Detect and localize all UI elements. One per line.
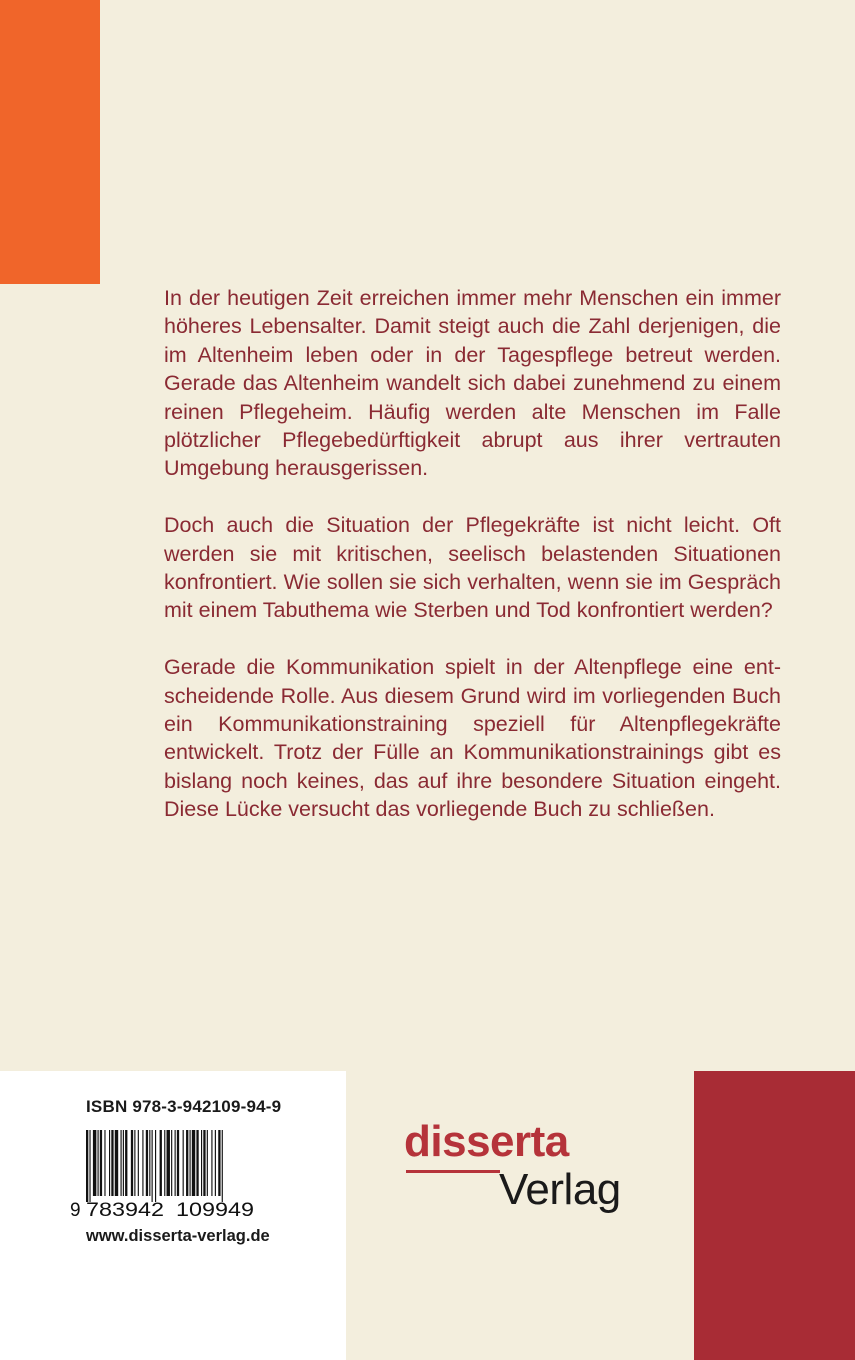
barcode-bar <box>111 1130 113 1196</box>
red-accent-block <box>694 1071 855 1360</box>
blurb-paragraph-1: In der heutigen Zeit erreichen immer mehr Menschen ein immer höheres Lebensalter. Damit steigt auch die Zahl derjenigen, die im Altenheim leben oder in der Tagespflege betreut werden. Gerade das Altenheim wandelt sich dabei zunehmend zu einem reinen Pflegeheim. Häufig werden alte Menschen im Falle plötzlicher Pflegebedürftigkeit abrupt aus ihrer vertrauten Umgebung herausgerissen. <box>164 286 781 481</box>
barcode-bar <box>186 1130 188 1196</box>
barcode-bar <box>142 1130 143 1196</box>
barcode-digits-group2: 109949 <box>176 1200 254 1220</box>
barcode-bar <box>152 1130 153 1202</box>
blurb-paragraph-3: Gerade die Kommunikation spielt in der Altenpflege eine entscheidende Rolle. Aus diesem Grund wird im vorliegenden Buch ein Kommunikationstraining speziell für Altenpflegekräfte entwickelt. Trotz der Fülle an Kommunikationstrainings gibt es bislang noch keines, das auf ihre besondere Situation eingeht. Diese Lücke versucht das vorliegende Buch zu schließen. <box>164 655 781 822</box>
barcode-bar <box>134 1130 135 1196</box>
barcode-bar <box>125 1130 127 1196</box>
barcode-bar <box>171 1130 172 1196</box>
publisher-logo <box>404 1118 644 1228</box>
barcode-bar <box>121 1130 122 1196</box>
logo-text-verlag: Verlag <box>499 1165 621 1214</box>
barcode-bar <box>131 1130 133 1196</box>
barcode-bar <box>138 1130 139 1196</box>
barcode-bar <box>192 1130 195 1196</box>
barcode-bar <box>203 1130 205 1196</box>
barcode-bar <box>190 1130 191 1196</box>
barcode-bar <box>86 1130 88 1202</box>
barcode-bar <box>218 1130 220 1196</box>
barcode-bar <box>123 1130 124 1196</box>
blurb-text <box>164 284 781 852</box>
orange-accent-block <box>0 0 100 284</box>
barcode-bar <box>100 1130 102 1196</box>
barcode-bar <box>196 1130 198 1196</box>
logo-underline <box>406 1170 500 1173</box>
barcode-bar <box>98 1130 99 1196</box>
barcode <box>70 1130 270 1220</box>
logo-text-disserta: disserta <box>404 1117 569 1166</box>
barcode-bar <box>115 1130 118 1196</box>
barcode-bar <box>207 1130 208 1196</box>
barcode-digit-first: 9 <box>70 1200 81 1220</box>
barcode-bar <box>89 1130 90 1202</box>
barcode-bar <box>155 1130 156 1202</box>
barcode-bar <box>164 1130 165 1196</box>
isbn-label: ISBN 978-3-942109-94-9 <box>86 1097 282 1116</box>
barcode-bar <box>215 1130 216 1196</box>
barcode-bar <box>160 1130 162 1196</box>
barcode-bar <box>167 1130 170 1196</box>
barcode-bar <box>109 1130 110 1196</box>
barcode-bar <box>104 1130 105 1196</box>
barcode-bar <box>149 1130 150 1196</box>
barcode-digits-group1: 783942 <box>86 1200 164 1220</box>
barcode-bar <box>177 1130 179 1196</box>
barcode-bar <box>183 1130 184 1196</box>
barcode-bar <box>175 1130 176 1196</box>
barcode-bar <box>211 1130 212 1196</box>
barcode-bar <box>146 1130 148 1196</box>
publisher-url[interactable]: www.disserta-verlag.de <box>86 1227 270 1245</box>
blurb-paragraph-2: Doch auch die Situation der Pflegekräfte ist nicht leicht. Oft werden sie mit kritischen, seelisch belastenden Situationen konfrontiert. Wie sollen sie sich verhalten, wenn sie im Gespräch mit einem Tabuthema wie Sterben und Tod konfrontiert werden? <box>164 513 781 623</box>
barcode-bar <box>201 1130 202 1196</box>
barcode-bar <box>222 1130 223 1202</box>
barcode-bar <box>93 1130 96 1196</box>
